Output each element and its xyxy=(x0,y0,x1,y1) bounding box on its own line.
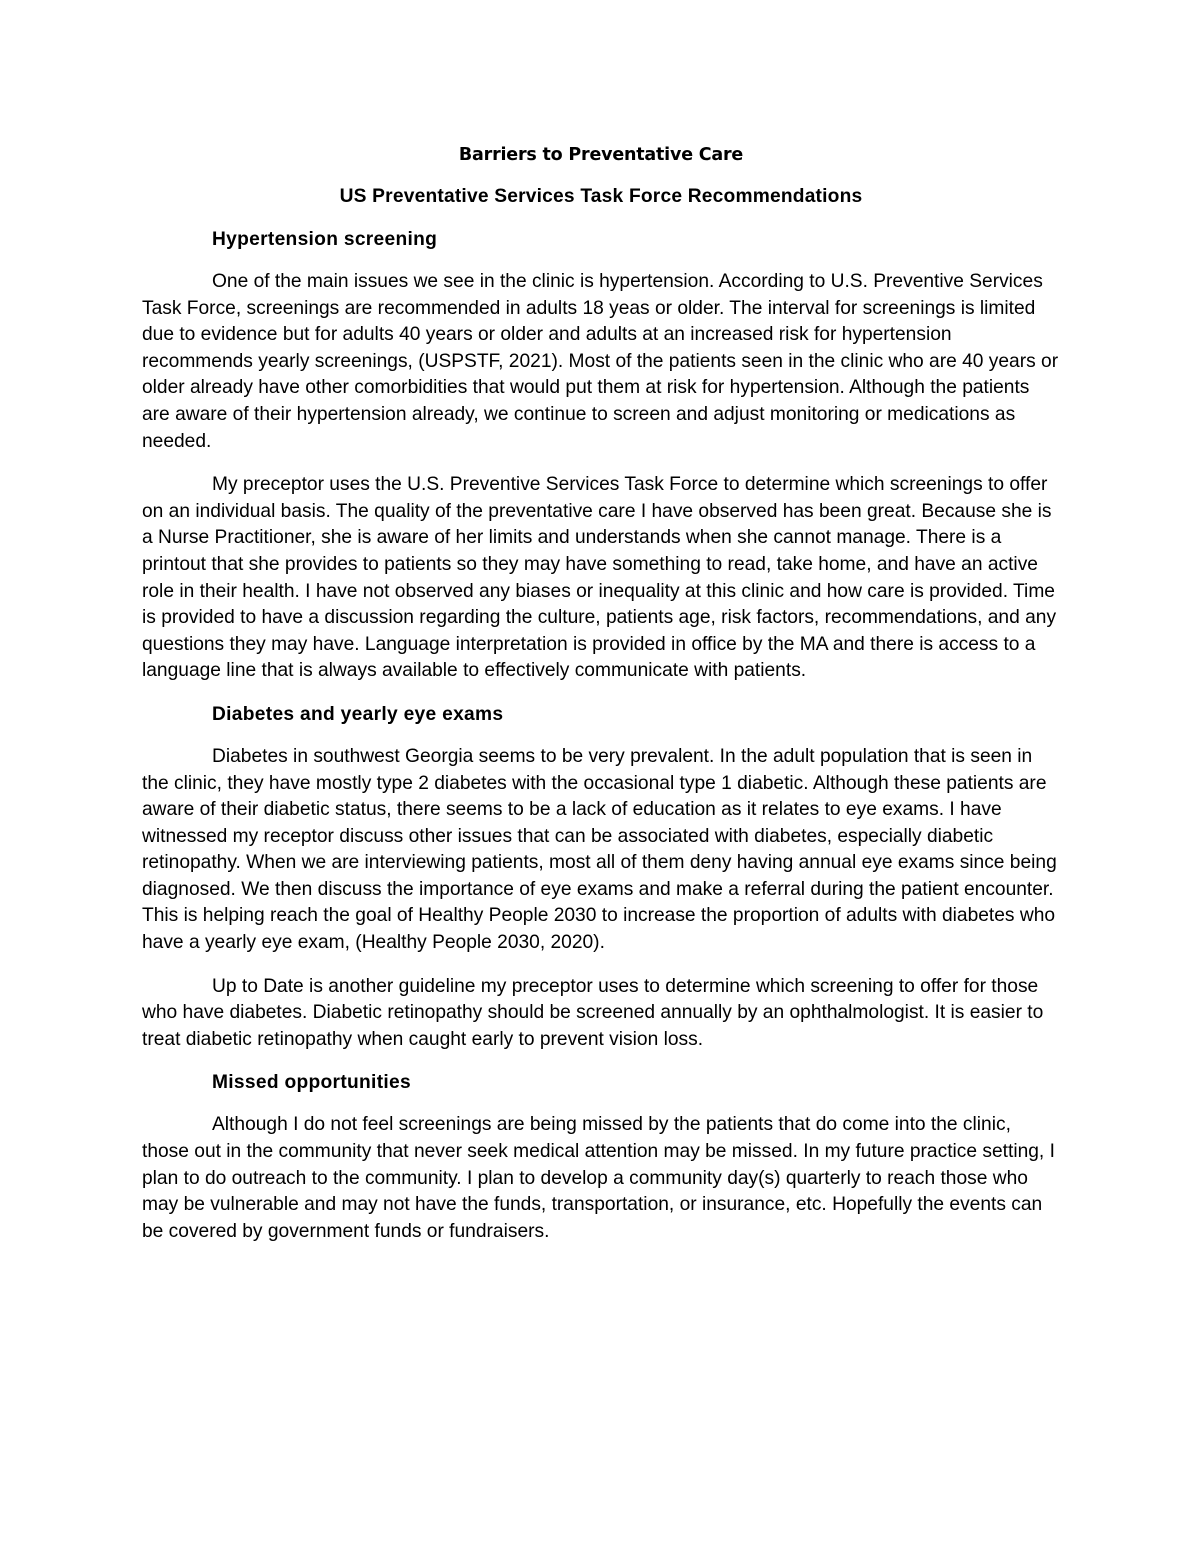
paragraph: Up to Date is another guideline my preceptor uses to determine which screening to offer for those who have diabetes. Diabetic retinopathy should be screened annually by an ophthalmologist. It is easier to treat diabetic retinopathy when caught early to prevent vision loss. xyxy=(142,975,1044,1050)
document-subtitle: US Preventative Services Task Force Recommendations xyxy=(339,186,863,207)
document-title: Barriers to Preventative Care xyxy=(458,145,744,165)
document-body xyxy=(142,142,1060,1262)
paragraph: Diabetes in southwest Georgia seems to be very prevalent. In the adult population that is seen in the clinic, they have mostly type 2 diabetes with the occasional type 1 diabetic. Although these patients are aware of their diabetic status, there seems to be a lack of education as it relates to eye exams. I have witnessed my receptor discuss other issues that can be associated with diabetes, especially diabetic retinopathy. When we are interviewing patients, most all of them deny having annual eye exams since being diagnosed. We then discuss the importance of eye exams and make a referral during the patient encounter. This is helping reach the goal of Healthy People 2030 to increase the proportion of adults with diabetes who have a yearly eye exam, (Healthy People 2030, 2020). xyxy=(142,745,1057,954)
paragraph: My preceptor uses the U.S. Preventive Services Task Force to determine which screenings to offer on an individual basis. The quality of the preventative care I have observed has been great. Because she is a Nurse Practitioner, she is aware of her limits and understands when she cannot manage. There is a printout that she provides to patients so they may have something to read, take home, and have an active role in their health. I have not observed any biases or inequality at this clinic and how care is provided. Time is provided to have a discussion regarding the culture, patients age, risk factors, recommendations, and any questions they may have. Language interpretation is provided in office by the MA and there is access to a language line that is always available to effectively communicate with patients. xyxy=(142,474,1057,682)
section-heading-diabetes: Diabetes and yearly eye exams xyxy=(212,703,504,725)
paragraph: Although I do not feel screenings are being missed by the patients that do come into the clinic, those out in the community that never seek medical attention may be missed. In my future practice setting, I plan to do outreach to the community. I plan to develop a community day(s) quarterly to reach those who may be vulnerable and may not have the funds, transportation, or insurance, etc. Hopefully the events can be covered by government funds or fundraisers. xyxy=(142,1114,1055,1242)
section-heading-hypertension: Hypertension screening xyxy=(212,229,438,250)
paragraph: One of the main issues we see in the clinic is hypertension. According to U.S. Preventive Services Task Force, screenings are recommended in adults 18 yeas or older. The interval for screenings is limited due to evidence but for adults 40 years or older and adults at an increased risk for hypertension recommends yearly screenings, (USPSTF, 2021). Most of the patients seen in the clinic who are 40 years or older already have other comorbidities that would put them at risk for hypertension. Although the patients are aware of their hypertension already, we continue to screen and adjust monitoring or medications as needed. xyxy=(142,271,1059,452)
section-heading-missed-opportunities: Missed opportunities xyxy=(212,1072,411,1094)
